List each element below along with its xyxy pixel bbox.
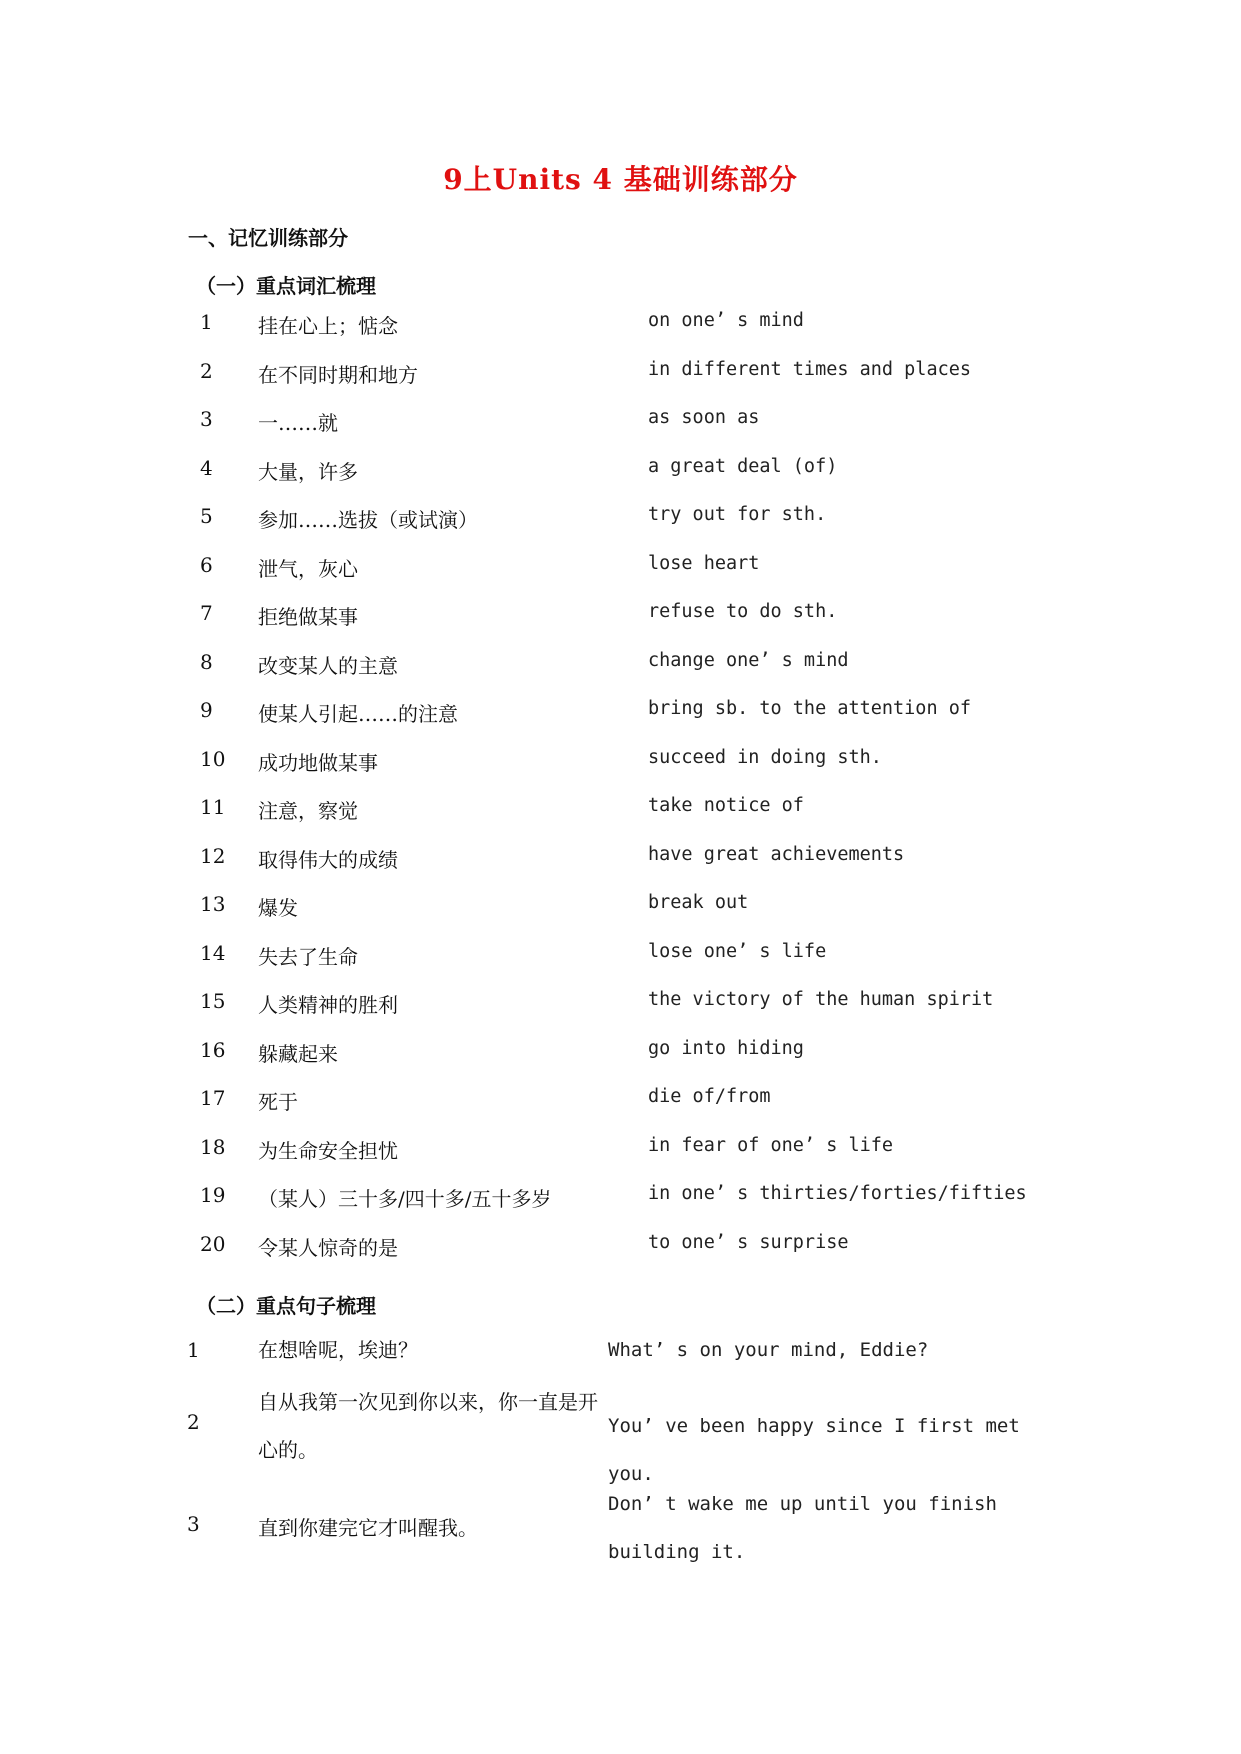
vocab-number: 8: [200, 649, 213, 674]
subsection-heading-vocab: （一）重点词汇梳理: [196, 274, 376, 298]
vocab-english: bring sb. to the attention of: [648, 698, 972, 719]
vocab-english: in fear of one’ s life: [648, 1134, 894, 1156]
vocab-chinese: （某人）三十多/四十多/五十多岁: [258, 1187, 552, 1211]
vocab-number: 10: [200, 746, 226, 771]
vocab-chinese: 人类精神的胜利: [258, 993, 398, 1017]
vocab-chinese: 使某人引起……的注意: [258, 702, 458, 726]
vocab-row: [0, 1135, 1241, 1165]
vocab-english: a great deal (of): [648, 455, 838, 477]
vocab-number: 16: [200, 1037, 226, 1062]
vocab-number: 5: [200, 504, 213, 528]
vocab-english: go into hiding: [648, 1037, 804, 1059]
vocab-row: [0, 698, 1241, 728]
vocab-chinese: 爆发: [258, 896, 298, 920]
vocab-row: [0, 504, 1241, 534]
vocab-row: [0, 989, 1241, 1019]
sentence-chinese: 直到你建完它才叫醒我。: [258, 1516, 478, 1540]
vocab-english: have great achievements: [648, 843, 905, 865]
vocab-english: take notice of: [648, 795, 804, 816]
vocab-chinese: 参加……选拔（或试演）: [258, 508, 478, 532]
vocab-chinese: 泄气，灰心: [258, 556, 358, 581]
vocab-number: 4: [200, 455, 213, 480]
vocab-number: 2: [200, 358, 213, 383]
sentence-english: What’ s on your mind, Eddie?: [608, 1339, 929, 1361]
vocab-english: lose heart: [648, 552, 760, 574]
vocab-number: 17: [200, 1086, 226, 1110]
vocab-chinese: 躲藏起来: [258, 1041, 338, 1066]
vocab-row: [0, 601, 1241, 631]
vocab-number: 19: [200, 1183, 226, 1207]
vocab-english: die of/from: [648, 1086, 771, 1107]
vocab-row: [0, 650, 1241, 680]
vocab-row: [0, 456, 1241, 486]
vocab-english: lose one’ s life: [648, 940, 827, 962]
vocab-row: [0, 1086, 1241, 1116]
sentence-english: You’ ve been happy since I first met you.: [608, 1415, 1020, 1485]
vocab-number: 18: [200, 1134, 226, 1159]
vocab-row: [0, 747, 1241, 777]
vocab-number: 6: [200, 552, 213, 577]
vocab-chinese: 拒绝做某事: [258, 605, 358, 629]
vocab-english: try out for sth.: [648, 504, 827, 525]
vocab-row: [0, 553, 1241, 583]
vocab-chinese: 死于: [258, 1090, 298, 1114]
vocab-row: [0, 844, 1241, 874]
vocab-chinese: 为生命安全担忧: [258, 1138, 398, 1163]
vocab-english: on one’ s mind: [648, 310, 804, 331]
sentence-number: 2: [187, 1410, 200, 1434]
vocab-number: 3: [200, 407, 213, 431]
vocab-number: 20: [200, 1231, 226, 1256]
sentence-number: 3: [187, 1512, 200, 1536]
vocab-number: 14: [200, 940, 226, 965]
vocab-row: [0, 1232, 1241, 1262]
vocab-english: as soon as: [648, 407, 760, 428]
vocab-number: 7: [200, 601, 213, 625]
document-title: 9上Units 4 基础训练部分: [443, 163, 798, 196]
sentence-chinese: 在想啥呢，埃迪？: [258, 1338, 418, 1362]
vocab-english: in one’ s thirties/forties/fifties: [648, 1183, 1027, 1204]
subsection-heading-sentences: （二）重点句子梳理: [196, 1294, 376, 1318]
vocab-row: [0, 407, 1241, 437]
vocab-chinese: 改变某人的主意: [258, 653, 398, 678]
vocab-english: refuse to do sth.: [648, 601, 838, 622]
vocab-row: [0, 941, 1241, 971]
vocab-chinese: 注意，察觉: [258, 799, 358, 823]
vocab-row: [0, 359, 1241, 389]
vocab-number: 9: [200, 698, 213, 722]
section-heading: 一、记忆训练部分: [188, 226, 348, 250]
sentence-number: 1: [187, 1338, 200, 1362]
vocab-row: [0, 795, 1241, 825]
vocab-chinese: 挂在心上；惦念: [258, 314, 398, 338]
vocab-english: the victory of the human spirit: [648, 989, 994, 1010]
vocab-chinese: 一……就: [258, 411, 338, 435]
sentence-english: Don’ t wake me up until you finish building it.: [608, 1493, 997, 1563]
vocab-number: 1: [200, 310, 213, 334]
vocab-chinese: 令某人惊奇的是: [258, 1235, 398, 1260]
vocab-english: to one’ s surprise: [648, 1231, 849, 1253]
vocab-chinese: 在不同时期和地方: [258, 362, 418, 387]
vocab-number: 12: [200, 843, 226, 868]
vocab-chinese: 取得伟大的成绩: [258, 847, 398, 872]
vocab-row: [0, 1183, 1241, 1213]
vocab-english: break out: [648, 892, 749, 913]
vocab-row: [0, 310, 1241, 340]
sentence-chinese: 自从我第一次见到你以来，你一直是开心的。: [258, 1390, 598, 1462]
vocab-row: [0, 1038, 1241, 1068]
vocab-chinese: 大量，许多: [258, 459, 358, 484]
vocab-number: 13: [200, 892, 226, 916]
vocab-english: succeed in doing sth.: [648, 746, 882, 768]
vocab-number: 15: [200, 989, 226, 1013]
vocab-english: in different times and places: [648, 358, 972, 380]
vocab-english: change one’ s mind: [648, 649, 849, 671]
vocab-row: [0, 892, 1241, 922]
vocab-chinese: 失去了生命: [258, 944, 358, 969]
vocab-chinese: 成功地做某事: [258, 750, 378, 775]
vocab-number: 11: [200, 795, 226, 819]
